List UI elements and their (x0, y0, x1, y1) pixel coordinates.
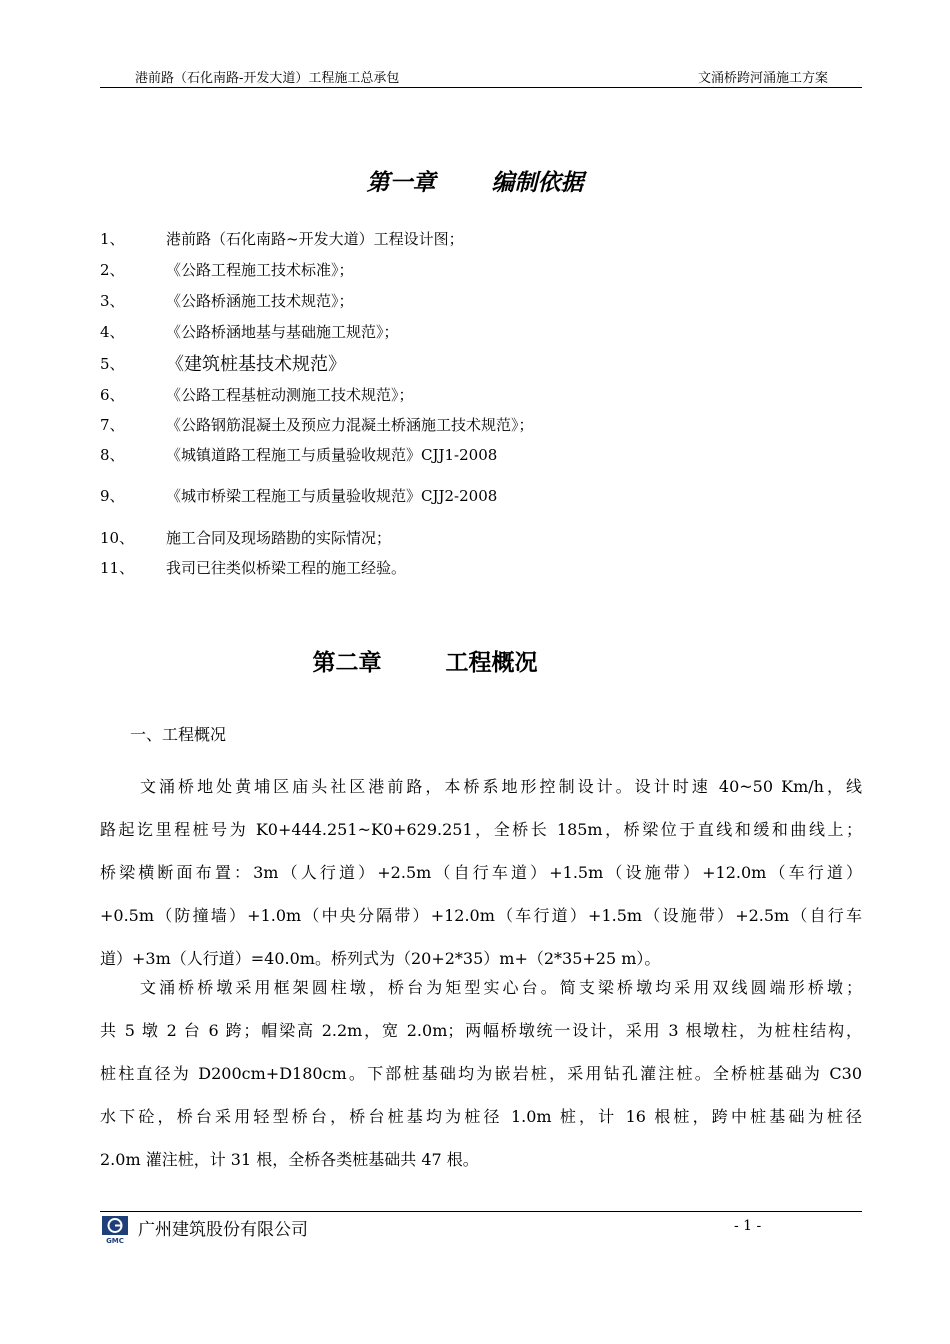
chapter1-heading (0, 164, 950, 197)
chapter2-title: 工程概况 (445, 650, 538, 676)
paragraph-line: 共 5 墩 2 台 6 跨；帽梁高 2.2m，宽 2.0m；两幅桥墩统一设计，采用 3 根墩柱，为桩柱结构， (100, 1021, 862, 1040)
paragraph-line: 路起讫里程桩号为 K0+444.251~K0+629.251，全桥长 185m，桥梁位于直线和缓和曲线上； (100, 820, 862, 839)
paragraph-line: 文涌桥地处黄埔区庙头社区港前路，本桥系地形控制设计。设计时速 40~50 Km/h，线 (140, 777, 862, 796)
paragraph-line: 桩柱直径为 D200cm+D180cm。下部桩基础均为嵌岩桩，采用钻孔灌注桩。全桥桩基础为 C30 (100, 1064, 862, 1083)
paragraph-line: 水下砼，桥台采用轻型桥台，桥台桩基均为桩径 1.0m 桩，计 16 根桩，跨中桩基础为桩径 (100, 1107, 862, 1126)
paragraph-line: +0.5m（防撞墙）+1.0m（中央分隔带）+12.0m（车行道）+1.5m（设施带）+2.5m（自行车 (100, 906, 862, 925)
section-heading: 一、工程概况 (130, 725, 227, 744)
footer-divider (100, 1211, 862, 1212)
paragraph-line: 2.0m 灌注桩，计 31 根，全桥各类桩基础共 47 根。 (100, 1150, 479, 1169)
page-number: - 1 - (734, 1218, 762, 1234)
chapter2-number: 第二章 (312, 650, 382, 676)
logo-text: GMC (106, 1237, 124, 1244)
header-document-title: 文涌桥跨河涌施工方案 (697, 71, 828, 86)
chapter1-number: 第一章 (366, 169, 436, 196)
header-divider (100, 87, 862, 88)
paragraph-line: 文涌桥桥墩采用框架圆柱墩，桥台为矩型实心台。简支梁桥墩均采用双线圆端形桥墩； (140, 978, 862, 997)
chapter1-title: 编制依据 (491, 169, 584, 196)
footer-company-name: 广州建筑股份有限公司 (138, 1220, 308, 1240)
chapter2-heading (0, 644, 900, 677)
paragraph-line: 道）+3m（人行道）=40.0m。桥列式为（20+2*35）m+（2*35+25 m）。 (100, 949, 661, 968)
header-project-title: 港前路（石化南路-开发大道）工程施工总承包 (135, 71, 400, 86)
company-logo-icon (102, 1216, 128, 1244)
paragraph-line: 桥梁横断面布置：3m（人行道）+2.5m（自行车道）+1.5m（设施带）+12.0m（车行道） (100, 863, 862, 882)
